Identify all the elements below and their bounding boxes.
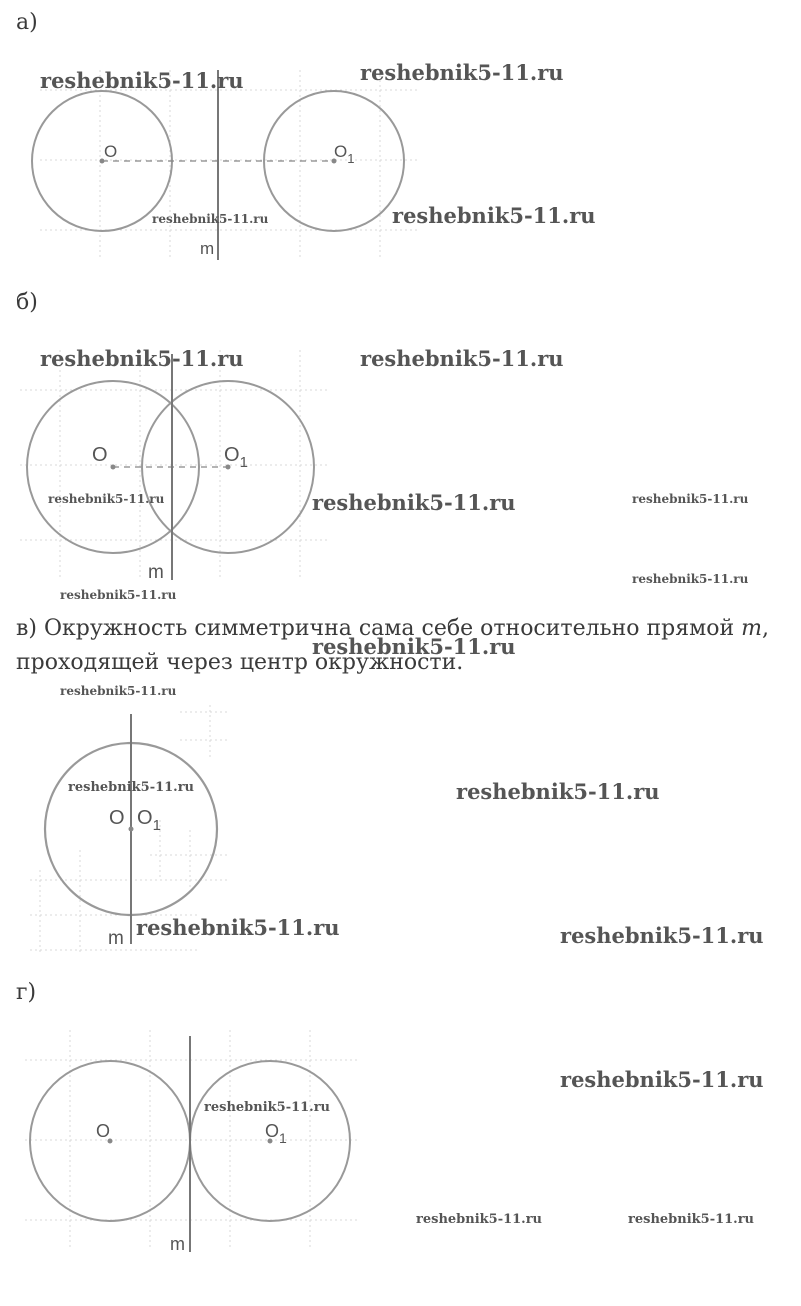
grid-b — [20, 350, 330, 580]
label-o1: $O_1$ — [224, 444, 248, 471]
label-o1: $O_1$ — [265, 1121, 287, 1146]
label-m: m — [170, 1234, 185, 1254]
label-o: O — [92, 444, 108, 466]
section-g-label: г) — [16, 980, 37, 1005]
section-v-m: m — [741, 616, 762, 641]
label-o: O — [104, 142, 118, 161]
watermark: reshebnik5-11.ru — [152, 212, 269, 226]
watermark: reshebnik5-11.ru — [312, 490, 516, 515]
watermark: reshebnik5-11.ru — [360, 60, 564, 85]
figure-b — [0, 340, 340, 590]
section-a-label: а) — [16, 10, 38, 35]
label-m: m — [148, 562, 164, 583]
watermark: reshebnik5-11.ru — [392, 203, 596, 228]
watermark: reshebnik5-11.ru — [204, 1100, 331, 1115]
watermark: reshebnik5-11.ru — [60, 684, 177, 698]
watermark: reshebnik5-11.ru — [136, 915, 340, 940]
figure-g — [0, 1020, 380, 1260]
watermark: reshebnik5-11.ru — [632, 492, 749, 506]
watermark: reshebnik5-11.ru — [416, 1212, 543, 1227]
label-o1: $O_1$ — [334, 142, 355, 166]
center-o — [111, 465, 116, 470]
section-v-line2: проходящей через центр окружности. — [16, 650, 464, 675]
watermark: reshebnik5-11.ru — [40, 68, 244, 93]
watermark: reshebnik5-11.ru — [48, 492, 165, 506]
watermark: reshebnik5-11.ru — [560, 1067, 764, 1092]
watermark: reshebnik5-11.ru — [628, 1212, 755, 1227]
watermark: reshebnik5-11.ru — [312, 634, 516, 659]
watermark: reshebnik5-11.ru — [360, 346, 564, 371]
label-m: m — [200, 239, 215, 258]
watermark: reshebnik5-11.ru — [60, 588, 177, 602]
label-o1: $O_1$ — [137, 807, 161, 834]
center-o — [129, 827, 134, 832]
watermark: reshebnik5-11.ru — [456, 779, 660, 804]
watermark: reshebnik5-11.ru — [40, 346, 244, 371]
label-o: O — [109, 807, 125, 829]
watermark: reshebnik5-11.ru — [68, 780, 195, 795]
section-v-label: в) — [16, 616, 37, 641]
label-m: m — [108, 928, 124, 949]
section-v-comma: , — [762, 616, 769, 641]
watermark: reshebnik5-11.ru — [632, 572, 749, 586]
label-o: O — [96, 1121, 111, 1141]
watermark: reshebnik5-11.ru — [560, 923, 764, 948]
section-b-label: б) — [16, 290, 38, 315]
grid-g — [25, 1030, 360, 1250]
section-v-line1: Окружность симметрична сама себе относительно прямой — [43, 616, 735, 641]
